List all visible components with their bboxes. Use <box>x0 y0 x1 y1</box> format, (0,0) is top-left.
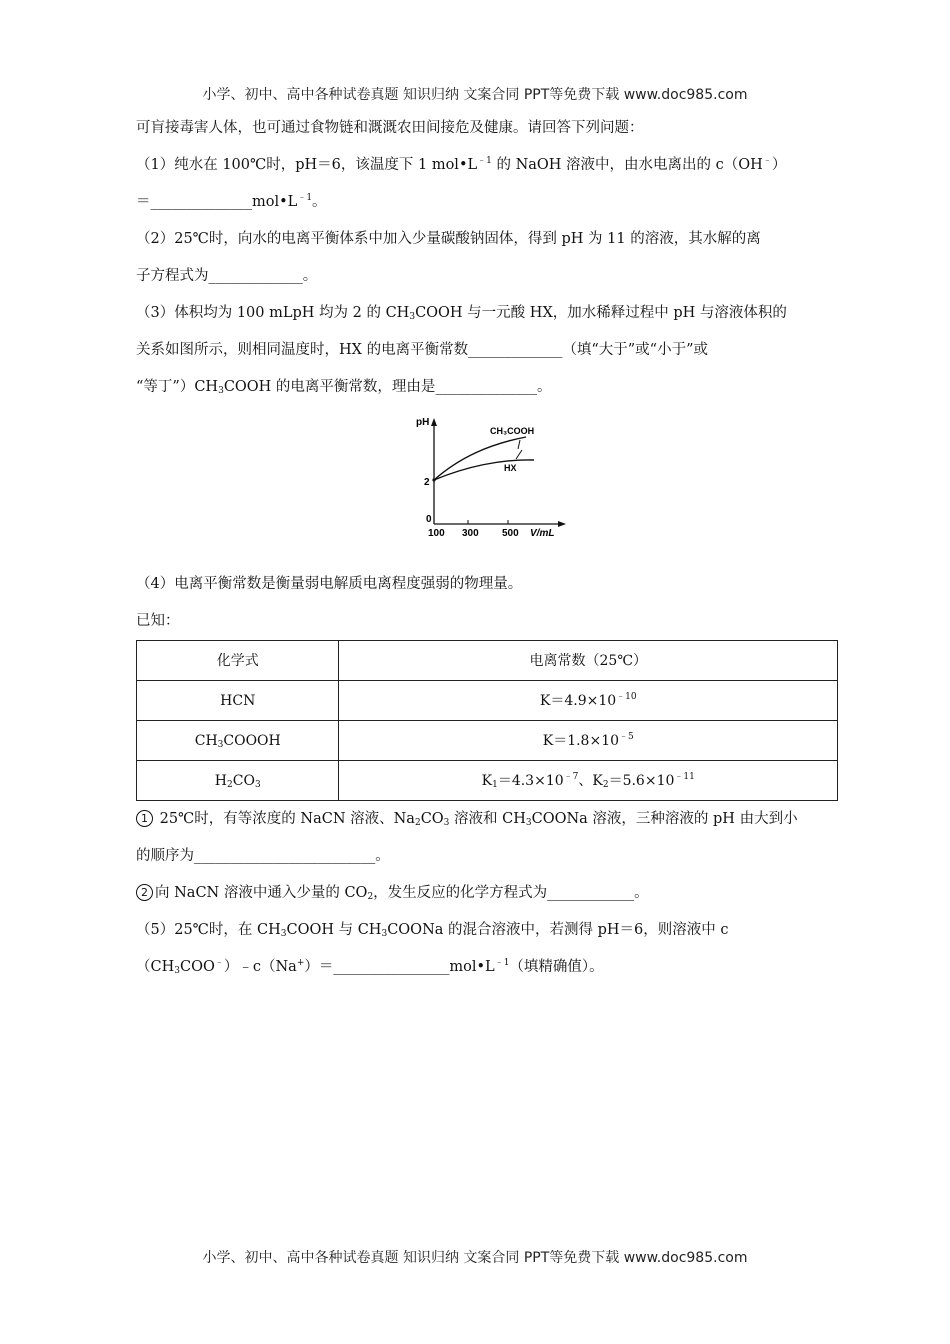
constant-cell: $K=1.8\times 10^{﹣5}$ <box>339 721 838 761</box>
x-axis-label: V/mL <box>530 528 555 539</box>
question-4-1: 1 25℃时，有等浓度的 NaCN 溶液、$Na_2CO_3$ 溶液和 $CH_3COONa$ 溶液，三种溶液的 pH 由大到小 <box>136 801 838 838</box>
question-3: （3）体积均为 100 mLpH 均为 2 的 $CH_3COOH$ 与一元酸 HX，加水稀释过程中 pH 与溶液体积的 <box>136 305 787 322</box>
answer-blank[interactable]: _____________ <box>468 342 563 358</box>
known-label: 已知： <box>136 613 180 629</box>
y-axis-arrow-icon <box>431 418 437 426</box>
ch3cooh-label: CH₃COOH <box>490 426 535 436</box>
document-body <box>136 110 838 986</box>
answer-blank[interactable]: ______________ <box>435 379 537 395</box>
hx-curve <box>434 460 534 480</box>
page-header: 小学、初中、高中各种试卷真题 知识归纳 文案合同 PPT等免费下载 www.doc985.com <box>202 87 748 103</box>
answer-blank[interactable]: ____________ <box>547 885 635 901</box>
y-tick-0: 0 <box>426 514 432 525</box>
hx-leader-line <box>516 450 522 459</box>
page-footer: 小学、初中、高中各种试卷真题 知识归纳 文案合同 PPT等免费下载 www.doc985.com <box>202 1250 748 1266</box>
x-tick-300: 300 <box>462 528 479 539</box>
question-5: （5）25℃时，在 $CH_3COOH$ 与 $CH_3COONa$ 的混合溶液中，若测得 pH＝6，则溶液中 c <box>136 922 729 939</box>
ch3cooh-leader-line <box>518 440 520 449</box>
formula-cell: HCN <box>137 681 339 721</box>
table-row <box>137 761 838 801</box>
table-row <box>137 721 838 761</box>
question-4-2: 2 向 NaCN 溶液中通入少量的 $CO_2$，发生反应的化学方程式为____________。 <box>136 875 838 912</box>
question-5-answer-line: $(CH_3COO^﹣)﹣c(Na^+)=\_\_\_\_\_\_\_\_\_\_\_\_\_\_\_\_mol•L^{﹣1}$（填精确值）。 <box>136 958 604 976</box>
hx-label: HX <box>504 463 517 473</box>
constant-cell: $K_1=4.3\times 10^{﹣7}$、$K_2=5.6\times 10^{﹣11}$ <box>339 761 838 801</box>
table-header-row <box>137 641 838 681</box>
question-1: （1）纯水在 100℃时，pH＝6，该温度下 1 $mol•L^{﹣1}$ 的 NaOH 溶液中，由水电离出的 c（OH﹣） <box>136 156 787 173</box>
answer-blank[interactable]: _____________ <box>208 268 303 284</box>
table-header-cell: 化学式 <box>137 641 339 681</box>
answer-blank[interactable]: ________________ <box>333 959 450 975</box>
x-axis-arrow-icon <box>558 521 566 527</box>
constant-cell: $K=4.9\times 10^{﹣10}$ <box>339 681 838 721</box>
question-2: （2）25℃时，向水的电离平衡体系中加入少量碳酸钠固体，得到 pH 为 11 的溶液，其水解的离 <box>136 231 761 247</box>
table-row <box>137 681 838 721</box>
ionization-constant-table <box>136 640 838 801</box>
ch3cooh-curve <box>434 437 526 480</box>
y-tick-2: 2 <box>424 477 430 488</box>
start-point <box>432 478 435 481</box>
table-header-cell: 电离常数（25℃） <box>339 641 838 681</box>
question-1-answer-line: $=\_\_\_\_\_\_\_\_\_\_\_\_\_\_mol•L^{﹣1}$。 <box>136 193 327 210</box>
question-3-line-2: 关系如图所示，则相同温度时，HX 的电离平衡常数_____________（填“大于”或“小于”或 <box>136 342 708 358</box>
formula-cell: $H_2CO_3$ <box>137 761 339 801</box>
answer-blank[interactable]: _________________________ <box>194 848 376 864</box>
question-3-line-3: “等丁$”)CH_3COOH$ 的电离平衡常数，理由是______________。 <box>136 379 552 396</box>
ph-volume-graph <box>410 412 570 542</box>
circled-number-1: 1 <box>136 810 153 827</box>
answer-blank[interactable]: ______________ <box>150 194 252 210</box>
question-2-answer-line: 子方程式为_____________。 <box>136 268 318 284</box>
intro-text: 可肓接毒害人体，也可通过食物链和溉溉农田间接危及健康。请回答下列问题： <box>136 120 644 136</box>
x-tick-100: 100 <box>428 528 445 539</box>
x-tick-500: 500 <box>502 528 519 539</box>
question-4: （4）电离平衡常数是衡量弱电解质电离程度强弱的物理量。 <box>136 576 523 592</box>
ph-volume-figure <box>136 412 838 552</box>
question-4-1-answer-line: 的顺序为_________________________。 <box>136 848 390 864</box>
circled-number-2: 2 <box>136 884 153 901</box>
formula-cell: $CH_3COOOH$ <box>137 721 339 761</box>
y-axis-label: pH <box>416 417 430 428</box>
